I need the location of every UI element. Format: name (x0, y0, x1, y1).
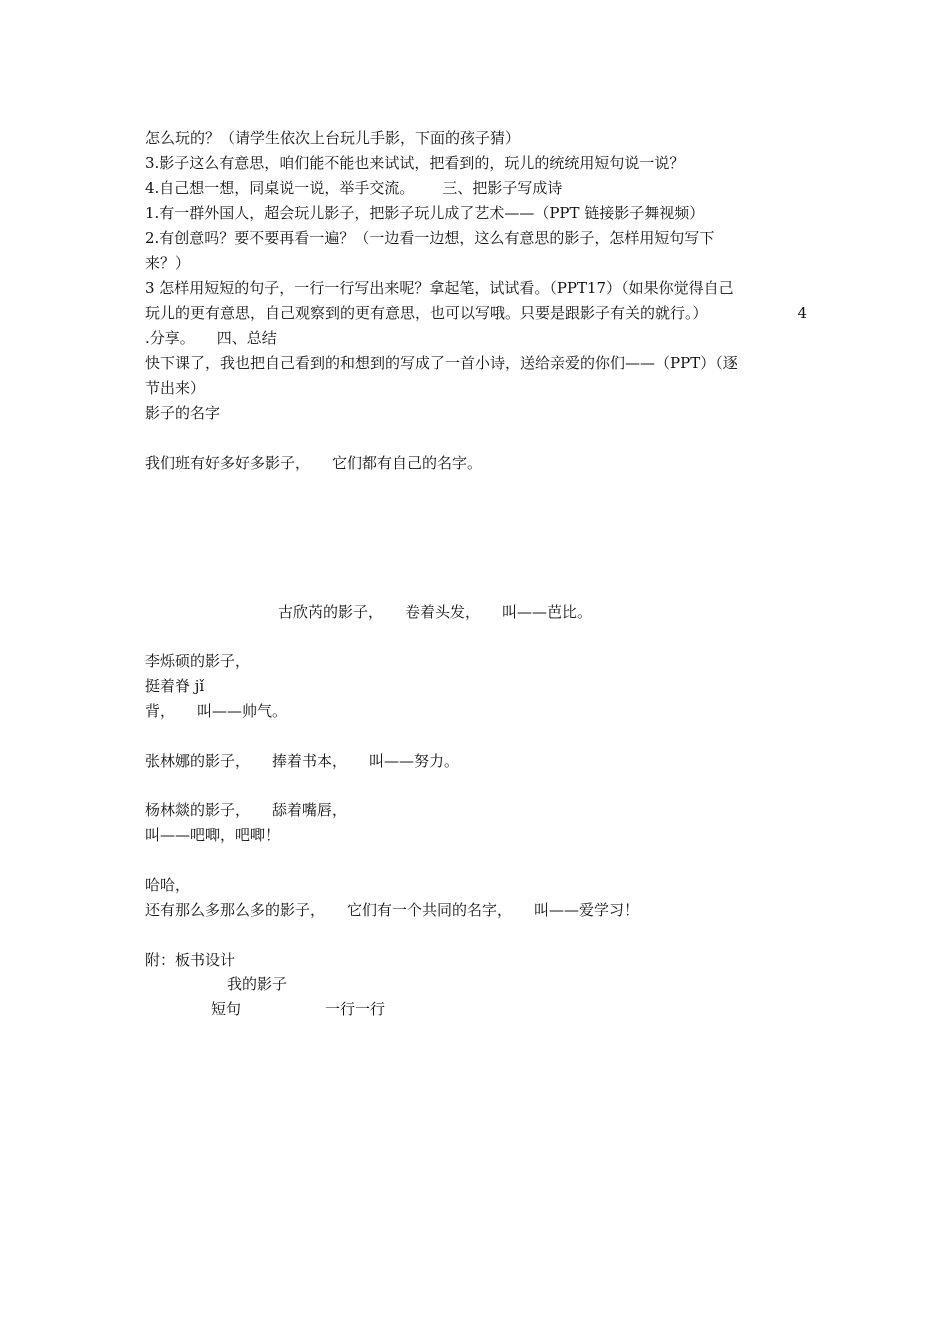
section-heading-3: 三、把影子写成诗 (442, 179, 563, 197)
board-label: 附：板书设计 (145, 951, 236, 969)
poem-s6-part-2: 它们有一个共同的名字， (347, 901, 513, 919)
poem-s1-line-b: 它们都有自己的名字。 (332, 454, 483, 472)
poem-s3-line-b: 挺着脊 jǐ (145, 677, 205, 695)
poem-title: 影子的名字 (145, 404, 221, 422)
lesson-line-5 (145, 228, 807, 248)
poem-s3-back: 背， (145, 702, 176, 720)
board-row (211, 999, 385, 1019)
poem-s4-line-a: 张林娜的影子， (145, 752, 251, 770)
poem-s5-line-c: 叫——吧唧，吧唧！ (145, 826, 281, 844)
poem-s5-who: 杨林燚的影子， (145, 801, 251, 819)
board-title: 我的影子 (227, 975, 288, 993)
poem-s2-line-a: 古欣芮的影子， (278, 603, 384, 621)
lesson-line-2: 3.影子这么有意思，咱们能不能也来试试，把看到的，玩儿的统统用短句说一说？ (145, 154, 685, 172)
poem-s4-line-c: 叫——努力。 (369, 752, 460, 770)
poem-s2-line-b: 卷着头发， (405, 603, 481, 621)
poem-stanza-1 (145, 453, 482, 473)
lesson-line-8 (145, 303, 807, 323)
poem-s3-name: 叫——帅气。 (197, 702, 288, 720)
lesson-line-8-num: 4 (797, 304, 807, 322)
poem-stanza-2 (278, 602, 592, 622)
lesson-share: .分享。 (145, 329, 195, 347)
lesson-line-4: 1.有一群外国人，超会玩儿影子，把影子玩儿成了艺术——（PPT 链接影子舞视频） (145, 204, 705, 222)
lesson-line-1: 怎么玩的？（请学生依次上台玩儿手影，下面的孩子猜） (145, 129, 521, 147)
poem-s1-line-a: 我们班有好多好多影子， (145, 454, 311, 472)
board-right: 一行一行 (325, 1000, 386, 1018)
poem-s5-line-a (145, 800, 347, 820)
lesson-line-11: 节出来） (145, 379, 206, 397)
poem-s6-part-3: 叫——爱学习！ (534, 901, 640, 919)
section-heading-4: 四、总结 (216, 329, 277, 347)
poem-s2-line-c: 叫——芭比。 (502, 603, 593, 621)
lesson-line-3 (145, 178, 562, 198)
poem-s6-line-b (145, 900, 639, 920)
lesson-line-7: 3 怎样用短短的句子，一行一行写出来呢？拿起笔，试试看。（PPT17）（如果你觉得自己 (145, 279, 734, 297)
lesson-line-10: 快下课了，我也把自己看到的和想到的写成了一首小诗，送给亲爱的你们——（PPT）（逐 (145, 354, 738, 372)
poem-s4-line-b: 捧着书本， (272, 752, 348, 770)
board-left: 短句 (211, 1000, 242, 1018)
lesson-line-8-text: 玩儿的更有意思，自己观察到的更有意思，也可以写哦。只要是跟影子有关的就行。） (145, 304, 708, 322)
poem-s6-line-a: 哈哈， (145, 876, 191, 894)
lesson-line-9 (145, 328, 277, 348)
poem-s5-action: 舔着嘴唇， (272, 801, 348, 819)
poem-s6-part-1: 还有那么多那么多的影子， (145, 901, 326, 919)
lesson-step-4: 4.自己想一想，同桌说一说，举手交流。 (145, 179, 415, 197)
lesson-line-5-text: 2.有创意吗？要不要再看一遍？（一边看一边想，这么有意思的影子，怎样用短句写下 (145, 229, 715, 247)
poem-s3-line-a: 李烁硕的影子， (145, 652, 251, 670)
poem-s3-line-c (145, 701, 287, 721)
poem-stanza-4 (145, 751, 459, 771)
lesson-line-6: 来？） (145, 254, 191, 272)
